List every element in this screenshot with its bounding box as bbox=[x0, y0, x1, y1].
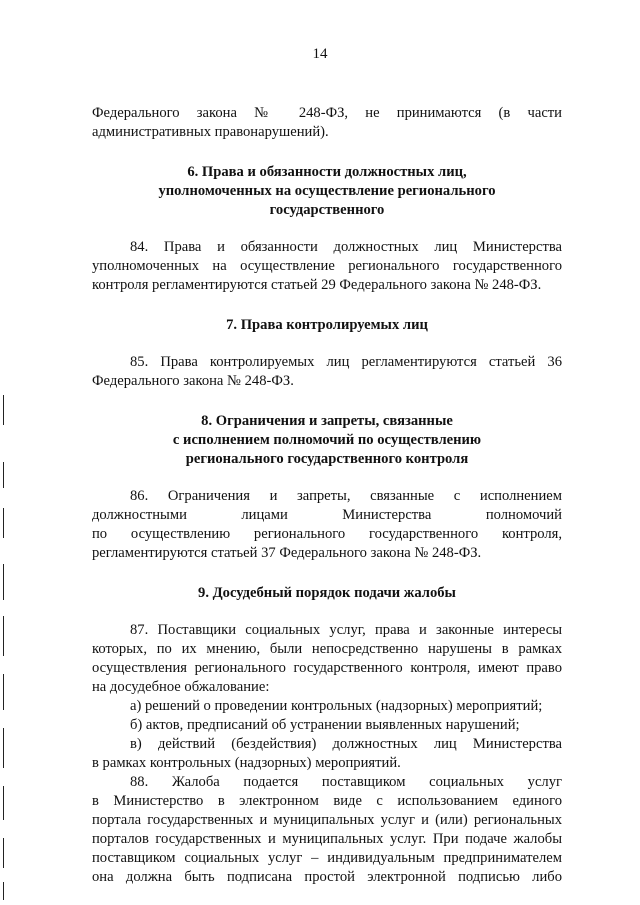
text-line: в Министерство в электронном виде с использованием единого bbox=[92, 793, 562, 809]
scan-margin-mark bbox=[3, 395, 4, 425]
block-spacer bbox=[92, 603, 562, 621]
scan-margin-mark bbox=[3, 508, 4, 538]
paragraph bbox=[92, 487, 562, 563]
heading-line: 6. Права и обязанности должностных лиц, bbox=[187, 164, 467, 180]
scan-margin-mark bbox=[3, 728, 4, 768]
heading-line: государственного bbox=[269, 202, 385, 218]
scan-margin-mark bbox=[3, 882, 4, 900]
scan-margin-mark bbox=[3, 838, 4, 868]
text-line: поставщиком социальных услуг – индивидуальным предпринимателем bbox=[92, 850, 562, 866]
text-line: 84. Права и обязанности должностных лиц Министерства bbox=[130, 239, 562, 255]
block-spacer bbox=[92, 142, 562, 163]
block-spacer bbox=[92, 295, 562, 316]
text-line: 87. Поставщики социальных услуг, права и законные интересы bbox=[130, 622, 562, 638]
text-line: в рамках контрольных (надзорных) мероприятий. bbox=[92, 755, 401, 771]
heading-line: с исполнением полномочий по осуществлению bbox=[172, 432, 482, 448]
text-line: которых, по их мнению, были непосредственно нарушены в рамках bbox=[92, 641, 562, 657]
scan-margin-mark bbox=[3, 786, 4, 820]
section-heading bbox=[92, 412, 562, 469]
heading-line: 8. Ограничения и запреты, связанные bbox=[201, 413, 453, 429]
text-line: контроля регламентируются статьей 29 Федерального закона № 248-ФЗ. bbox=[92, 277, 542, 293]
text-line: должностными лицами Министерства полномочий bbox=[92, 507, 562, 523]
text-line: административных правонарушений). bbox=[92, 124, 329, 140]
heading-line: 9. Досудебный порядок подачи жалобы bbox=[198, 585, 456, 601]
paragraph bbox=[92, 773, 562, 887]
text-line: 88. Жалоба подается поставщиком социальных услуг bbox=[130, 774, 562, 790]
paragraph bbox=[92, 621, 562, 697]
text-line: а) решений о проведении контрольных (надзорных) мероприятий; bbox=[130, 698, 543, 714]
paragraph bbox=[92, 238, 562, 295]
text-line: она должна быть подписана простой электронной подписью либо bbox=[92, 869, 562, 885]
paragraph bbox=[92, 735, 562, 773]
block-spacer bbox=[92, 391, 562, 412]
heading-line: уполномоченных на осуществление регионального bbox=[158, 183, 496, 199]
text-line: б) актов, предписаний об устранении выявленных нарушений; bbox=[130, 717, 520, 733]
text-line: порталов государственных и муниципальных услуг. При подаче жалобы bbox=[92, 831, 562, 847]
text-line: 86. Ограничения и запреты, связанные с исполнением bbox=[130, 488, 562, 504]
section-heading bbox=[92, 584, 562, 603]
paragraph bbox=[92, 353, 562, 391]
paragraph bbox=[92, 697, 562, 716]
block-spacer bbox=[92, 469, 562, 487]
scan-margin-mark bbox=[3, 674, 4, 710]
heading-line: 7. Права контролируемых лиц bbox=[226, 317, 428, 333]
paragraph bbox=[92, 716, 562, 735]
text-line: уполномоченных на осуществление регионального государственного bbox=[92, 258, 562, 274]
scan-margin-mark bbox=[3, 564, 4, 600]
block-spacer bbox=[92, 220, 562, 238]
block-spacer bbox=[92, 335, 562, 353]
section-heading bbox=[92, 316, 562, 335]
section-heading bbox=[92, 163, 562, 220]
text-line: по осуществлению регионального государственного контроля, bbox=[92, 526, 562, 542]
paragraph bbox=[92, 104, 562, 142]
document-body bbox=[92, 104, 562, 887]
text-line: осуществления регионального государственного контроля, имеют право bbox=[92, 660, 562, 676]
block-spacer bbox=[92, 563, 562, 584]
text-line: на досудебное обжалование: bbox=[92, 679, 270, 695]
text-line: Федерального закона № 248-ФЗ. bbox=[92, 373, 294, 389]
heading-line: регионального государственного контроля bbox=[185, 451, 469, 467]
text-line: регламентируются статьей 37 Федерального закона № 248-ФЗ. bbox=[92, 545, 482, 561]
scan-margin-mark bbox=[3, 462, 4, 488]
text-line: в) действий (бездействия) должностных лиц Министерства bbox=[130, 736, 562, 752]
text-line: Федерального закона № 248-ФЗ, не принимаются (в части bbox=[92, 105, 562, 121]
scan-margin-mark bbox=[3, 616, 4, 656]
page-number: 14 bbox=[312, 46, 328, 62]
text-line: 85. Права контролируемых лиц регламентируются статьей 36 bbox=[130, 354, 562, 370]
text-line: портала государственных и муниципальных услуг и (или) региональных bbox=[92, 812, 562, 828]
